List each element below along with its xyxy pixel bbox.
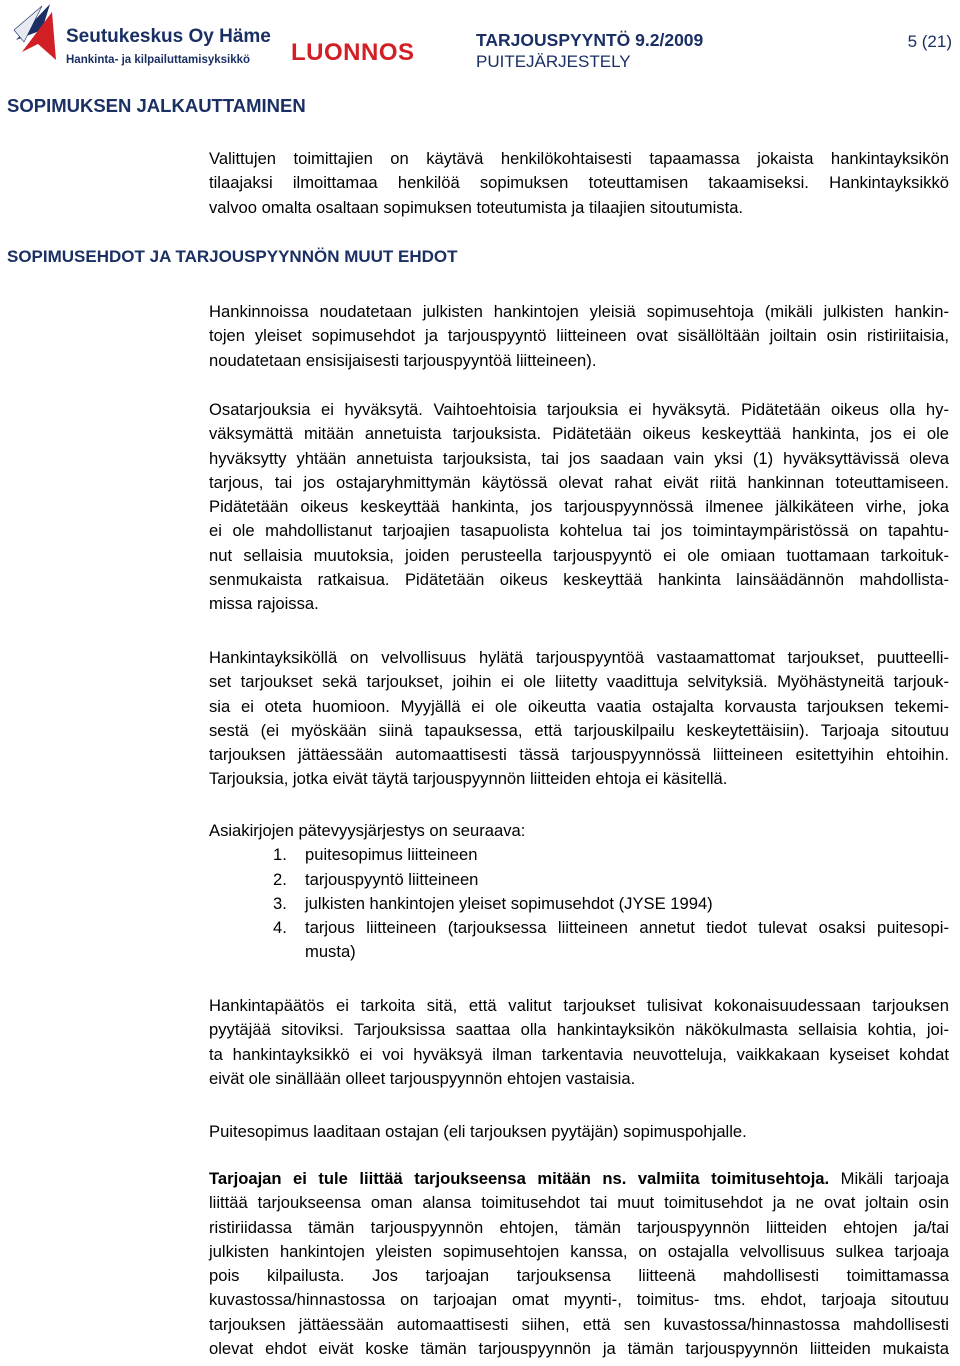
paragraph-line: set tarjoukset sekä tarjoukset, joihin ei ole liitetty vaadittuja selvityksiä. Myöhästyneitä tarjouk- xyxy=(209,672,949,692)
document-title: TARJOUSPYYNTÖ 9.2/2009 xyxy=(476,30,704,50)
paragraph-line: liittää tarjoukseensa oman alansa toimitusehdot tai muut toimitusehdot ja ne ovat joltain osin xyxy=(209,1193,949,1213)
paragraph-delivery-terms xyxy=(209,1167,949,1361)
paragraph-line: Hankintapäätös ei tarkoita sitä, että valitut tarjoukset tulisivat kokonaisuudessaan tarjouksen xyxy=(209,996,949,1015)
bold-statement: Tarjoajan ei tule liittää tarjoukseensa mitään ns. valmiita toimitusehtoja. xyxy=(209,1169,830,1188)
list-text: musta) xyxy=(305,942,356,962)
paragraph-line: olevat ehdot eivät koske tämän tarjouspyynnön ja tämän tarjouspyynnön liitteiden mukaista xyxy=(209,1339,949,1359)
paragraph-line: sia ei oteta huomioon. Myyjällä ei ole oikeutta vaatia ostajalta korvausta tarjouksen tekemi- xyxy=(209,696,949,716)
list-text: tarjous liitteineen (tarjouksessa liitteineen annetut tiedot tulevat osaksi puitesopi- xyxy=(305,918,949,938)
organization-unit: Hankinta- ja kilpailuttamisyksikkö xyxy=(66,54,251,66)
paragraph-terms-general xyxy=(209,300,949,373)
list-item xyxy=(209,843,949,867)
list-item xyxy=(209,868,949,892)
paragraph-line: tarjouksen jättäessään automaattisesti tässä tarjouspyynnössä liitteineen esitettyihin ehtoihin. xyxy=(209,745,949,765)
list-number: 2. xyxy=(273,869,287,889)
paragraph-line: tarjouksen jättäessään automaattisesti siihen, että sen kuvastossa/hinnastossa mahdollisesti xyxy=(209,1314,949,1334)
list-intro: Asiakirjojen pätevyysjärjestys on seuraava: xyxy=(209,821,526,840)
paragraph-line: missa rajoissa. xyxy=(209,594,319,614)
paragraph-line: julkisten hankintojen yleisten sopimusehtojen kanssa, on ostajalla velvollisuus sulkea tarjoaja xyxy=(209,1241,949,1261)
paragraph-line: pois kilpailusta. Jos tarjoajan tarjouksensa liitteenä mahdollisesti toimittamassa xyxy=(209,1266,949,1286)
paragraph-line: valvoo omalta osaltaan sopimuksen toteutumista ja tilaajien sitoutumista. xyxy=(209,197,744,217)
paragraph-line: tilaajaksi ilmoittamaa henkilöä sopimuksen toteuttamisen takaamiseksi. Hankintayksikkö xyxy=(209,173,949,193)
document-subtitle: PUITEJÄRJESTELY xyxy=(476,52,631,71)
paragraph-line: ta hankintayksikkö ei voi hyväksyä ilman tarkentavia neuvotteluja, vaikkakaan kyseiset kohdat xyxy=(209,1044,949,1064)
paragraph-line: Hankintayksiköllä on velvollisuus hylätä tarjouspyyntöä vastaamattomat tarjoukset, puutteelli- xyxy=(209,648,949,667)
paragraph-procurement-decision xyxy=(209,994,949,1091)
paragraph-line: senmukaista ratkaisua. Pidätetään oikeus keskeyttää hankinta lainsäädännön mahdollista- xyxy=(209,570,949,590)
paragraph-line: Tarjouksia, jotka eivät täytä tarjouspyynnön liitteiden ehtoja ei käsitellä. xyxy=(209,769,728,789)
paragraph-line: nut sellaisia muutoksia, joiden perusteella tarjouspyyntö ei ole omiaan tuottamaan tarkoituk- xyxy=(209,545,949,565)
paragraph-line: Hankinnoissa noudatetaan julkisten hankintojen yleisiä sopimusehtoja (mikäli julkisten hankin- xyxy=(209,302,949,321)
paragraph-line: pyytäjää sitoviksi. Tarjouksissa saattaa olla hankintayksikön näkökulmasta sellaisia kohtia, joi- xyxy=(209,1020,949,1040)
paragraph-partial-offers xyxy=(209,398,949,617)
paragraph-line: ristiriidassa tämän tarjouspyynnön ehtojen, tämän tarjouspyynnön liitteiden ehtojen ja/tai xyxy=(209,1217,949,1237)
list-text: puitesopimus liitteineen xyxy=(305,845,478,865)
paragraph-line: Osatarjouksia ei hyväksytä. Vaihtoehtoisia tarjouksia ei hyväksytä. Pidätetään oikeus olla hy- xyxy=(209,400,949,419)
paragraph-line: Pidätetään oikeus keskeyttää hankinta, jos tarjouspyynnössä ilmenee jälkikäteen virhe, joka xyxy=(209,497,949,517)
red-blue-wing-logo-icon xyxy=(12,0,62,62)
paragraph-line: ei ole mahdollistanut tarjoajien tasapuolista kohtelua tai jos toimintaympäristössä on tapahtu- xyxy=(209,521,949,541)
paragraph-line: eivät ole sinällään olleet tarjouspyynnön ehtojen vastaisia. xyxy=(209,1068,636,1088)
list-number: 3. xyxy=(273,893,287,913)
paragraph-line: väksymättä mitään annetuista tarjouksista. Pidätetään oikeus keskeyttää hankinta, jos ei ole xyxy=(209,424,949,444)
paragraph-line: tojen yleiset sopimusehdot ja tarjouspyyntö liitteineen ovat sisällöltään joiltain osin ristiriitaisia, xyxy=(209,326,949,346)
paragraph-line: Valittujen toimittajien on käytävä henkilökohtaisesti tapaamassa jokaista hankintayksikön xyxy=(209,149,949,168)
paragraph-framework-agreement xyxy=(209,1120,949,1144)
list-text: julkisten hankintojen yleiset sopimusehdot (JYSE 1994) xyxy=(305,893,713,913)
list-text: tarjouspyyntö liitteineen xyxy=(305,869,479,889)
page-number: 5 (21) xyxy=(907,32,952,51)
paragraph-line: kuvastossa/hinnastossa on tarjoajan omat myynti-, toimitus- tms. ehdot, tarjoaja sitoutuu xyxy=(209,1290,949,1310)
paragraph-rejection xyxy=(209,646,949,792)
section-heading-implementation: SOPIMUKSEN JALKAUTTAMINEN xyxy=(7,95,306,116)
paragraph-line: sestä (ei myöskään siinä tapauksessa, että tarjouskilpailu keskeytettäisiin). Tarjoaja sitoutuu xyxy=(209,720,949,740)
precedence-list xyxy=(209,843,949,964)
paragraph-line: noudatetaan ensisijaisesti tarjouspyyntöä liitteineen). xyxy=(209,350,597,370)
paragraph-line: hyväksytty yhtään annetuista tarjouksista, tai jos saadaan vain yksi (1) hyväksyttävissä oleva xyxy=(209,448,949,468)
organization-name: Seutukeskus Oy Häme xyxy=(66,26,271,47)
section-heading-terms: SOPIMUSEHDOT JA TARJOUSPYYNNÖN MUUT EHDOT xyxy=(7,247,458,266)
list-item xyxy=(209,892,949,916)
list-item xyxy=(209,916,949,965)
draft-label: LUONNOS xyxy=(291,39,415,66)
page-header xyxy=(0,0,960,80)
list-number: 1. xyxy=(273,845,287,865)
statement-continuation: Mikäli tarjoaja xyxy=(829,1169,949,1188)
document-precedence xyxy=(209,819,949,965)
section1-paragraph xyxy=(209,147,949,220)
paragraph-line: Puitesopimus laaditaan ostajan (eli tarjouksen pyytäjän) sopimuspohjalle. xyxy=(209,1122,747,1141)
paragraph-line: tarjous, tai jos ostajaryhmittymän käytössä olevat rahat eivät riitä hankinnan toteuttamiseen. xyxy=(209,472,949,492)
list-number: 4. xyxy=(273,918,287,938)
paragraph-line xyxy=(209,1167,949,1191)
